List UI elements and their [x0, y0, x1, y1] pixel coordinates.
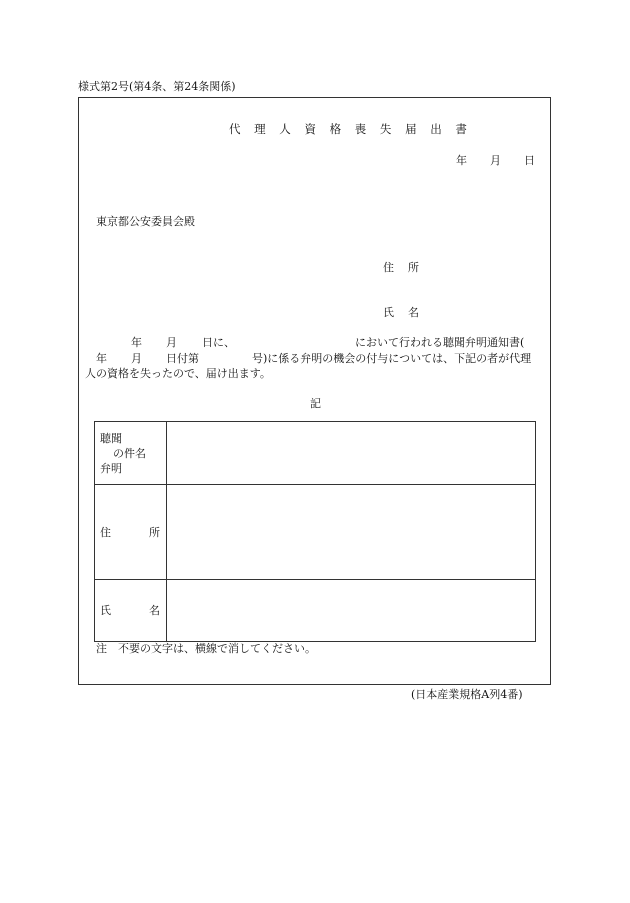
ki-heading: 記 [310, 397, 321, 410]
date-day-field[interactable]: 日 [524, 154, 535, 167]
applicant-address-label-2: 所 [408, 261, 419, 274]
body-line3: 人の資格を失ったので、届け出ます。 [85, 367, 271, 380]
address-value-cell[interactable] [167, 485, 536, 580]
date-month-field[interactable]: 月 [490, 154, 501, 167]
body-line1-tail: において行われる聴聞弁明通知書( [355, 336, 525, 349]
name-label-cell [95, 580, 167, 642]
body-line1-day: 日に、 [202, 336, 235, 349]
name-value-cell[interactable] [167, 580, 536, 642]
body-line2-dated: 日付第 [166, 352, 199, 365]
applicant-address-label-1: 住 [383, 261, 394, 274]
applicant-name-label-1: 氏 [383, 306, 394, 319]
body-line1-month: 月 [166, 336, 177, 349]
address-label-cell [95, 485, 167, 580]
name-label-1: 氏 [100, 604, 111, 617]
address-label-1: 住 [100, 525, 111, 539]
body-line2-tail: 号)に係る弁明の機会の付与については、下記の者が代理 [252, 352, 532, 365]
table-row-case [95, 422, 536, 485]
case-value-cell[interactable] [167, 422, 536, 485]
table-row-address [95, 485, 536, 580]
address-label-2: 所 [149, 525, 160, 539]
form-reference: 様式第2号(第4条、第24条関係) [78, 80, 236, 93]
applicant-name-label-2: 名 [408, 306, 419, 319]
case-label-bottom: 弁明 [100, 462, 122, 475]
form-title: 代 理 人 資 格 喪 失 届 出 書 [229, 122, 472, 136]
body-line1-year: 年 [131, 336, 142, 349]
detail-table [94, 421, 536, 642]
name-label-2: 名 [149, 604, 160, 617]
case-label-top: 聴聞 [100, 432, 122, 445]
body-line2-year: 年 [96, 352, 107, 365]
case-label-mid: の件名 [113, 447, 146, 460]
paper-size-note: (日本産業規格A列4番) [411, 688, 523, 701]
body-line2-month: 月 [131, 352, 142, 365]
table-row-name [95, 580, 536, 642]
footnote: 注 不要の文字は、横線で消してください。 [96, 642, 316, 655]
date-year-field[interactable]: 年 [456, 154, 467, 167]
addressee: 東京都公安委員会殿 [96, 215, 195, 228]
case-label-cell [95, 422, 167, 485]
